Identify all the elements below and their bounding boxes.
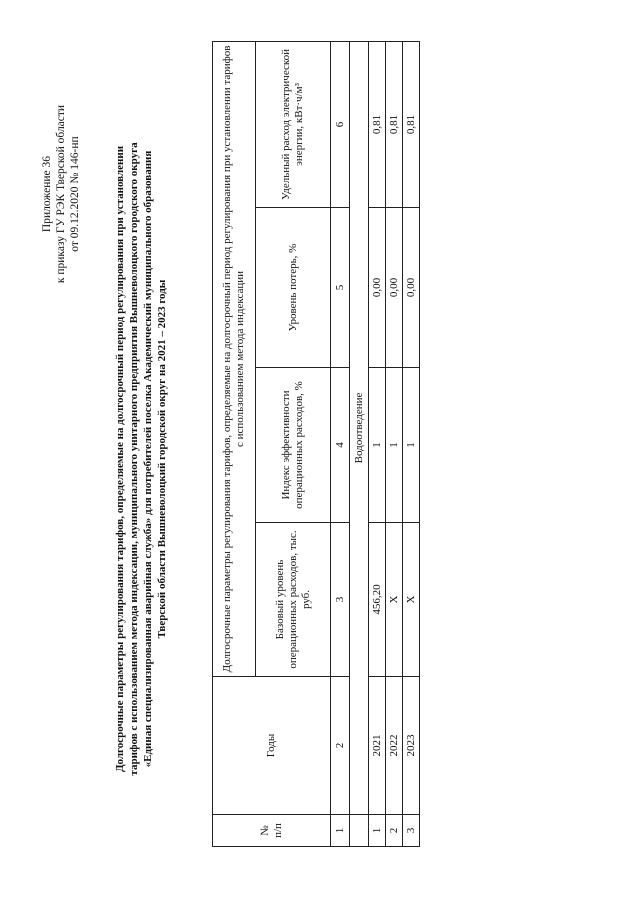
row-base: 456,20: [369, 523, 386, 677]
table-row: [369, 41, 386, 846]
header-col-5: [256, 208, 331, 368]
row-index: 1: [386, 368, 403, 523]
row-index: 1: [369, 368, 386, 523]
header-col-6-label: Удельный расход электрической энергии, кВт·ч/м³: [280, 48, 305, 201]
header-year-label: Годы: [265, 733, 277, 758]
row-year: 2023: [403, 677, 420, 815]
header-group: [213, 41, 256, 676]
heading-line-4: Тверской области Вышневолоцкий городской округ на 2021 – 2023 годы: [156, 279, 168, 639]
appendix-line-1: Приложение 36: [41, 155, 53, 233]
appendix-line-3: от 09.12.2020 № 146-нп: [69, 136, 81, 252]
column-number: 5: [331, 208, 350, 368]
table-row: [386, 41, 403, 846]
header-col-3-label: Базовый уровень операционных расходов, тыс. руб.: [273, 530, 312, 669]
header-col-6: [256, 41, 331, 207]
row-energy: 0,81: [403, 41, 420, 207]
header-col-5-label: Уровень потерь, %: [286, 243, 299, 332]
header-col-4: [256, 368, 331, 523]
heading-line-2: тарифов с использованием метода индексации, муниципального унитарного предприятия Вышневолоцкого городского округа: [128, 142, 140, 776]
row-loss: 0,00: [403, 208, 420, 368]
header-num: [213, 815, 331, 847]
column-number: 1: [331, 815, 350, 847]
row-num: 2: [386, 815, 403, 847]
row-base: X: [386, 523, 403, 677]
column-number: 6: [331, 41, 350, 207]
row-loss: 0,00: [369, 208, 386, 368]
section-row: [350, 41, 369, 846]
section-title: Водоотведение: [350, 41, 369, 814]
document-heading: [113, 54, 169, 864]
row-year: 2022: [386, 677, 403, 815]
header-year: [213, 677, 331, 815]
row-energy: 0,81: [369, 41, 386, 207]
column-number: 4: [331, 368, 350, 523]
row-loss: 0,00: [386, 208, 403, 368]
section-empty-cell: [350, 815, 369, 847]
row-energy: 0,81: [386, 41, 403, 207]
row-index: 1: [403, 368, 420, 523]
row-base: X: [403, 523, 420, 677]
heading-line-3: «Единая специализированная аварийная служба» для потребителей поселка Академический муниципального образования: [142, 150, 154, 768]
table-row: [403, 41, 420, 846]
appendix-line-2: к приказу ГУ РЭК Тверской области: [55, 104, 67, 284]
header-group-label: Долгосрочные параметры регулирования тарифов, определяемые на долгосрочный период регулирования при установлении тарифов с использованием метода индексации: [221, 45, 246, 673]
header-col-4-label: Индекс эффективности операционных расходов, %: [280, 381, 305, 509]
column-number: 2: [331, 677, 350, 815]
column-number: 3: [331, 523, 350, 677]
header-num-label: № п/п: [258, 823, 284, 838]
row-year: 2021: [369, 677, 386, 815]
row-num: 1: [369, 815, 386, 847]
parameters-table: [212, 41, 420, 847]
appendix-note: [40, 44, 82, 344]
header-col-3: [256, 523, 331, 677]
row-num: 3: [403, 815, 420, 847]
column-number-row: [331, 41, 350, 846]
heading-line-1: Долгосрочные параметры регулирования тарифов, определяемые на долгосрочный период регулирования при установлении: [114, 145, 126, 773]
